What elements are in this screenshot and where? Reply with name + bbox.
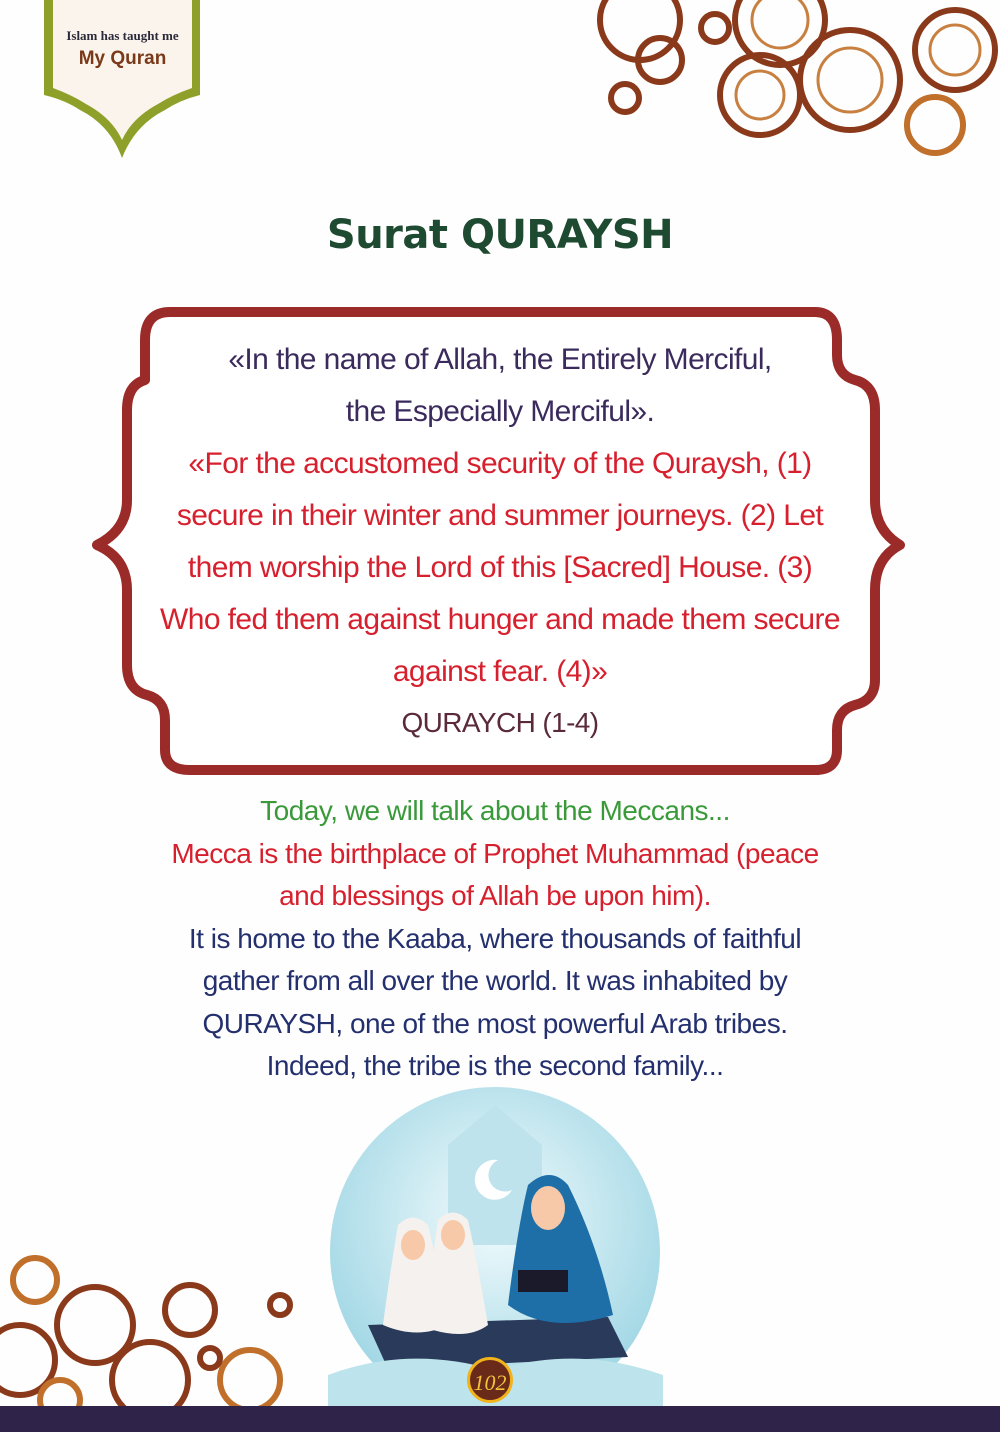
book-name: My Quran bbox=[78, 48, 167, 69]
body-line: It is home to the Kaaba, where thousands of faithful bbox=[188, 922, 802, 954]
body-line: Indeed, the tribe is the second family... bbox=[266, 1050, 724, 1081]
book-badge bbox=[40, 0, 205, 160]
verse-line: secure in their winter and summer journeys. (2) Let bbox=[176, 499, 824, 532]
verses bbox=[110, 438, 890, 698]
rosette-decoration-top-right bbox=[580, 0, 1000, 170]
body-line: gather from all over the world. It was inhabited by bbox=[202, 965, 788, 996]
verse-reference: QURAYCH (1-4) bbox=[401, 707, 599, 738]
verse-line: Who fed them against hunger and made them secure bbox=[160, 603, 840, 636]
badge-text bbox=[40, 28, 205, 70]
verse-line: «For the accustomed security of the Quraysh, (1) bbox=[188, 447, 812, 480]
verse-line: against fear. (4)» bbox=[392, 655, 608, 688]
verse-line: them worship the Lord of this [Sacred] House. (3) bbox=[187, 551, 813, 584]
body-line: Mecca is the birthplace of Prophet Muhammad (peace bbox=[171, 837, 819, 869]
rosette-decoration-bottom-left bbox=[0, 1250, 320, 1410]
series-name: Islam has taught me bbox=[66, 28, 179, 43]
bismillah bbox=[110, 334, 890, 438]
body-text bbox=[100, 790, 890, 1088]
body-line: QURAYSH, one of the most powerful Arab tribes. bbox=[202, 1007, 788, 1039]
body-line: and blessings of Allah be upon him). bbox=[279, 880, 711, 911]
bottom-bar bbox=[0, 1406, 1000, 1432]
page-number: 102 bbox=[467, 1357, 513, 1403]
bismillah-line: «In the name of Allah, the Entirely Merciful, bbox=[228, 343, 772, 376]
intro-line: Today, we will talk about the Meccans... bbox=[260, 795, 730, 826]
page-title: Surat QURAYSH bbox=[326, 212, 674, 258]
bismillah-line: the Especially Merciful». bbox=[345, 395, 655, 428]
